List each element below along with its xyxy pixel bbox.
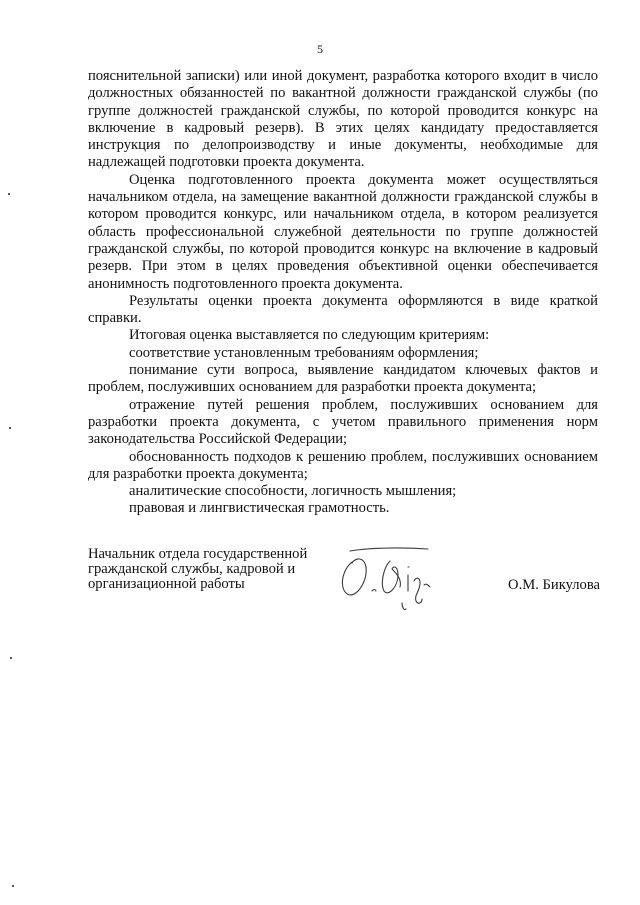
signature-block <box>88 547 600 627</box>
signatory-title <box>88 547 338 592</box>
criterion-1: соответствие установленным требованиям оформления; <box>129 344 479 361</box>
paragraph-4: Итоговая оценка выставляется по следующим критериям: <box>129 327 490 344</box>
signatory-name: О.М. Бикулова <box>508 577 600 593</box>
paragraph-1: пояснительной записки) или иной документ, разработка которого входит в число должностных обязанностей по вакантной должности гражданской службы (по группе должностей гражданской службы, по которой проводится конкурс на включение в кадровый резерв). В этих целях кандидату предоставляется инструкция по делопроизводству и иные документы, необходимые для надлежащей подготовки проекта документа. <box>88 68 598 171</box>
scan-speck <box>8 193 10 195</box>
criterion-5: аналитические способности, логичность мышления; <box>129 483 457 500</box>
signatory-title-line-1: Начальник отдела государственной <box>88 546 308 562</box>
page-number: 5 <box>317 42 323 56</box>
signatory-title-line-2: гражданской службы, кадровой и <box>88 561 296 577</box>
criterion-2: понимание сути вопроса, выявление кандидатом ключевых фактов и проблем, послуживших основанием для разработки проекта документа; <box>88 362 598 396</box>
criterion-6: правовая и лингвистическая грамотность. <box>129 500 390 517</box>
paragraph-2: Оценка подготовленного проекта документа может осуществляться начальником отдела, на замещение вакантной должности гражданской службы в котором проводится конкурс, или начальником отдела, в котором реализуется область профессиональной служебной деятельности по группе должностей гражданской службы, по которой проводится конкурс на включение в кадровый резерв. При этом в целях проведения объективной оценки обеспечивается анонимность подготовленного проекта документа. <box>88 171 598 292</box>
scan-speck <box>12 885 14 887</box>
handwritten-signature <box>328 545 458 623</box>
signatory-title-line-3: организационной работы <box>88 576 245 592</box>
scan-speck <box>10 657 12 659</box>
criterion-3: отражение путей решения проблем, послуживших основанием для разработки проекта документа, с учетом правильного применения норм законодательства Российской Федерации; <box>88 396 598 448</box>
scan-speck <box>9 427 11 429</box>
document-body <box>88 68 598 518</box>
paragraph-3: Результаты оценки проекта документа оформляются в виде краткой справки. <box>88 292 598 327</box>
criterion-4: обоснованность подходов к решению проблем, послуживших основанием для разработки проекта документа; <box>88 448 598 482</box>
